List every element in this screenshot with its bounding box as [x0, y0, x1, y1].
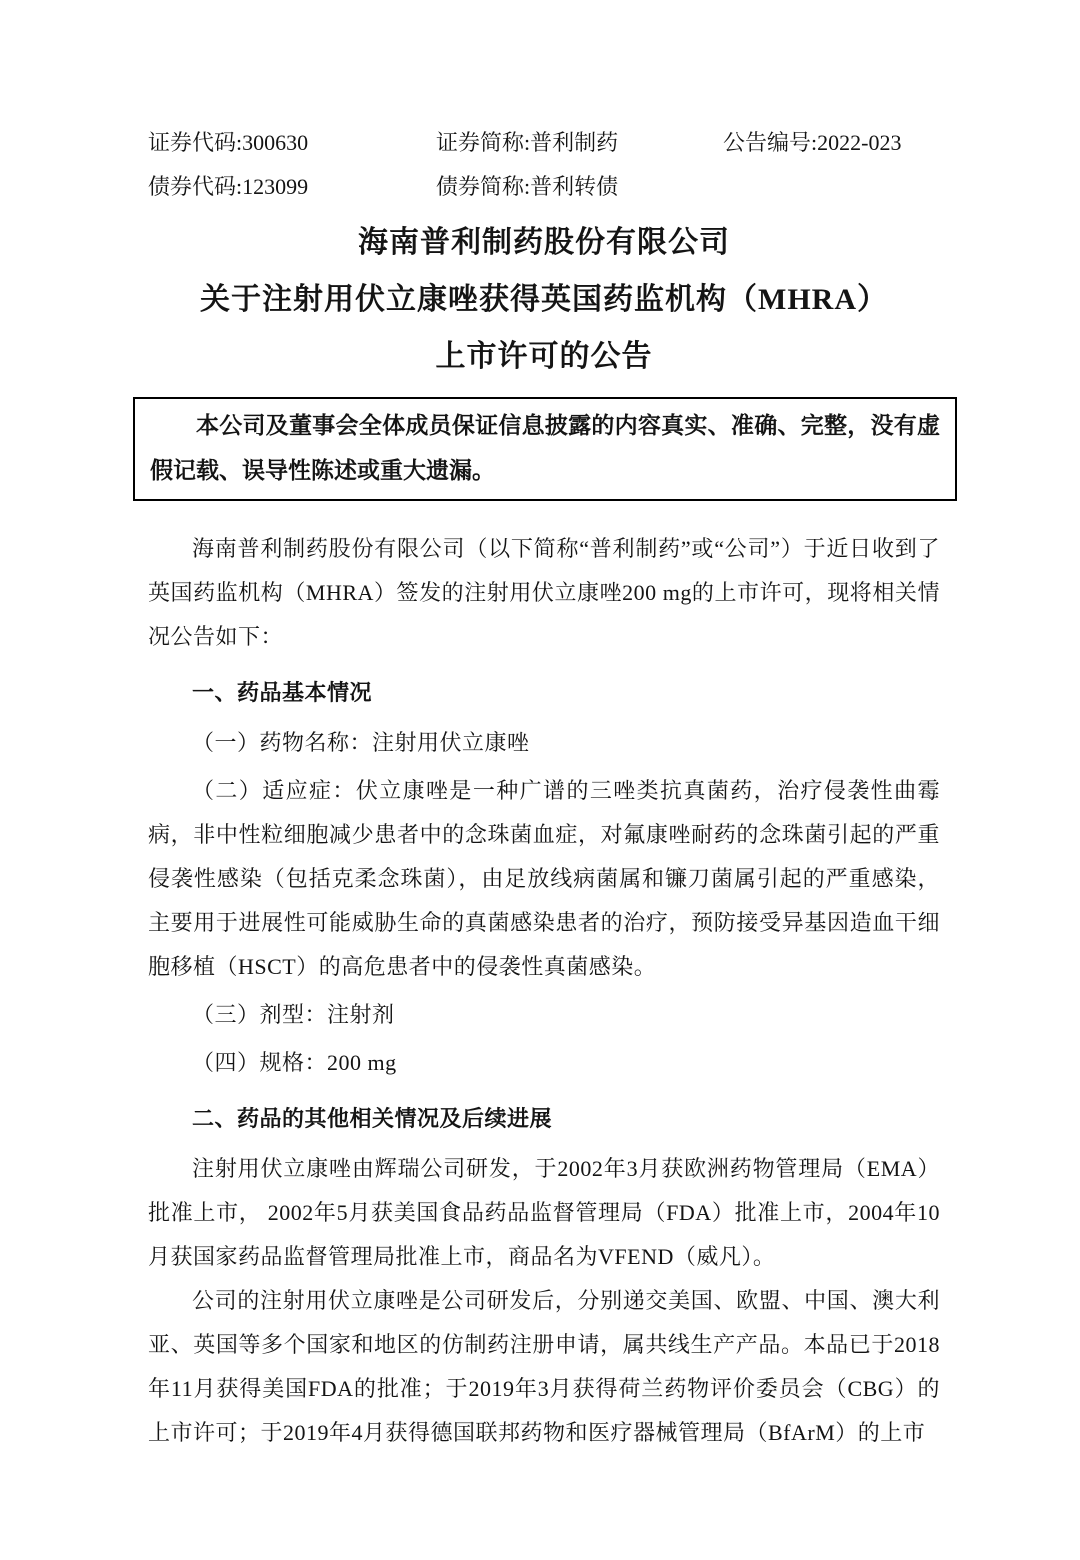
document-header: [148, 130, 940, 200]
drug-name-item: （一）药物名称：注射用伏立康唑: [192, 730, 530, 755]
company-name-title: 海南普利制药股份有限公司: [358, 226, 730, 259]
intro-paragraph: 海南普利制药股份有限公司（以下简称“普利制药”或“公司”）于近日收到了英国药监机构（MHRA）签发的注射用伏立康唑200 mg的上市许可，现将相关情况公告如下：: [148, 536, 940, 649]
announcement-title-line2: 关于注射用伏立康唑获得英国药监机构（MHRA）: [200, 283, 888, 316]
document-content: [148, 118, 940, 1455]
section1-heading: 一、药品基本情况: [192, 680, 373, 705]
dosage-form-item: （三）剂型：注射剂: [192, 1002, 395, 1027]
bond-code: 债券代码:123099: [148, 174, 309, 199]
stock-code: 证券代码:300630: [148, 130, 309, 155]
section2-paragraph-1: 注射用伏立康唑由辉瑞公司研发，于2002年3月获欧洲药物管理局（EMA）批准上市， 2002年5月获美国食品药品监督管理局（FDA）批准上市，2004年10月获国家药品监督管理局批准上市，商品名为VFEND（威凡）。: [148, 1156, 940, 1269]
announcement-number: 公告编号:2022-023: [723, 130, 902, 155]
bond-short-name: 债券简称:普利转债: [436, 174, 619, 199]
section2-paragraph-2: 公司的注射用伏立康唑是公司研发后，分别递交美国、欧盟、中国、澳大利亚、英国等多个国家和地区的仿制药注册申请，属共线生产产品。本品已于2018年11月获得美国FDA的批准；于2019年3月获得荷兰药物评价委员会（CBG）的上市许可；于2019年4月获得德国联邦药物和医疗器械管理局（BfArM）的上市: [148, 1288, 940, 1445]
stock-short-name: 证券简称:普利制药: [436, 130, 619, 155]
disclaimer-box: [133, 397, 957, 501]
specification-item: （四）规格：200 mg: [192, 1050, 397, 1075]
announcement-title-line3: 上市许可的公告: [435, 340, 653, 373]
header-spacer: [723, 174, 940, 200]
indications-item: （二）适应症：伏立康唑是一种广谱的三唑类抗真菌药，治疗侵袭性曲霉病，非中性粒细胞减少患者中的念珠菌血症，对氟康唑耐药的念珠菌引起的严重侵袭性感染（包括克柔念珠菌），由足放线病菌属和镰刀菌属引起的严重感染，主要用于进展性可能威胁生命的真菌感染患者的治疗，预防接受异基因造血干细胞移植（HSCT）的高危患者中的侵袭性真菌感染。: [148, 778, 940, 979]
section2-heading: 二、药品的其他相关情况及后续进展: [192, 1106, 553, 1131]
disclaimer-text: 本公司及董事会全体成员保证信息披露的内容真实、准确、完整，没有虚假记载、误导性陈述或重大遗漏。: [150, 413, 940, 483]
